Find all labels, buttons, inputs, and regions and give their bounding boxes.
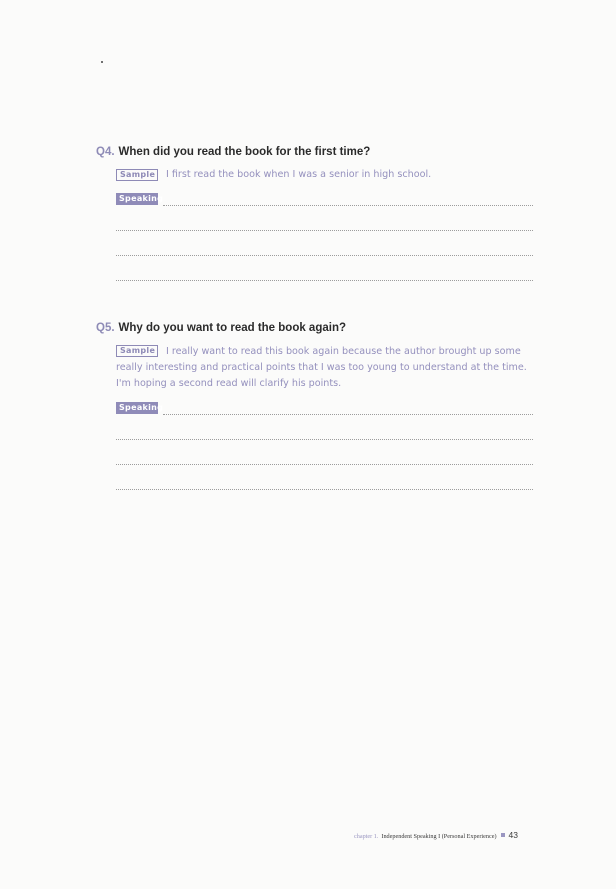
q5-question [96, 322, 346, 334]
page-footer [354, 830, 518, 840]
footer-title: Independent Speaking I (Personal Experience) [381, 833, 497, 840]
q5-sample-answer-line-2: really interesting and practical points that I was too young to understand at the time. [116, 362, 527, 373]
q4-question [96, 146, 370, 158]
q4-answer-line-1[interactable] [163, 205, 533, 206]
q4-answer-line-2[interactable] [116, 230, 533, 231]
q4-sample-answer: I first read the book when I was a senior in high school. [166, 169, 432, 180]
q5-number: Q5. [96, 322, 115, 334]
q5-speaking-tag: Speaking [116, 402, 158, 414]
q5-sample-answer-line-3: I'm hoping a second read will clarify his points. [116, 378, 342, 389]
q4-answer-line-4[interactable] [116, 280, 533, 281]
q5-question-text: Why do you want to read the book again? [118, 322, 346, 334]
q5-answer-line-1[interactable] [163, 414, 533, 415]
q4-question-text: When did you read the book for the first time? [118, 146, 371, 158]
page-number: 43 [508, 830, 518, 840]
footer-square-bullet-icon [501, 833, 505, 837]
q4-answer-line-3[interactable] [116, 255, 533, 256]
q5-answer-line-3[interactable] [116, 464, 533, 465]
q4-number: Q4. [96, 146, 115, 158]
q5-sample-answer-line-1: I really want to read this book again because the author brought up some [166, 346, 521, 357]
q4-speaking-tag: Speaking [116, 193, 158, 205]
q5-sample-tag: Sample [116, 345, 158, 357]
q5-answer-line-4[interactable] [116, 489, 533, 490]
q4-sample-tag: Sample [116, 169, 158, 181]
q5-answer-line-2[interactable] [116, 439, 533, 440]
paper-speck [101, 61, 103, 63]
footer-chapter: chapter 1. [354, 833, 379, 840]
